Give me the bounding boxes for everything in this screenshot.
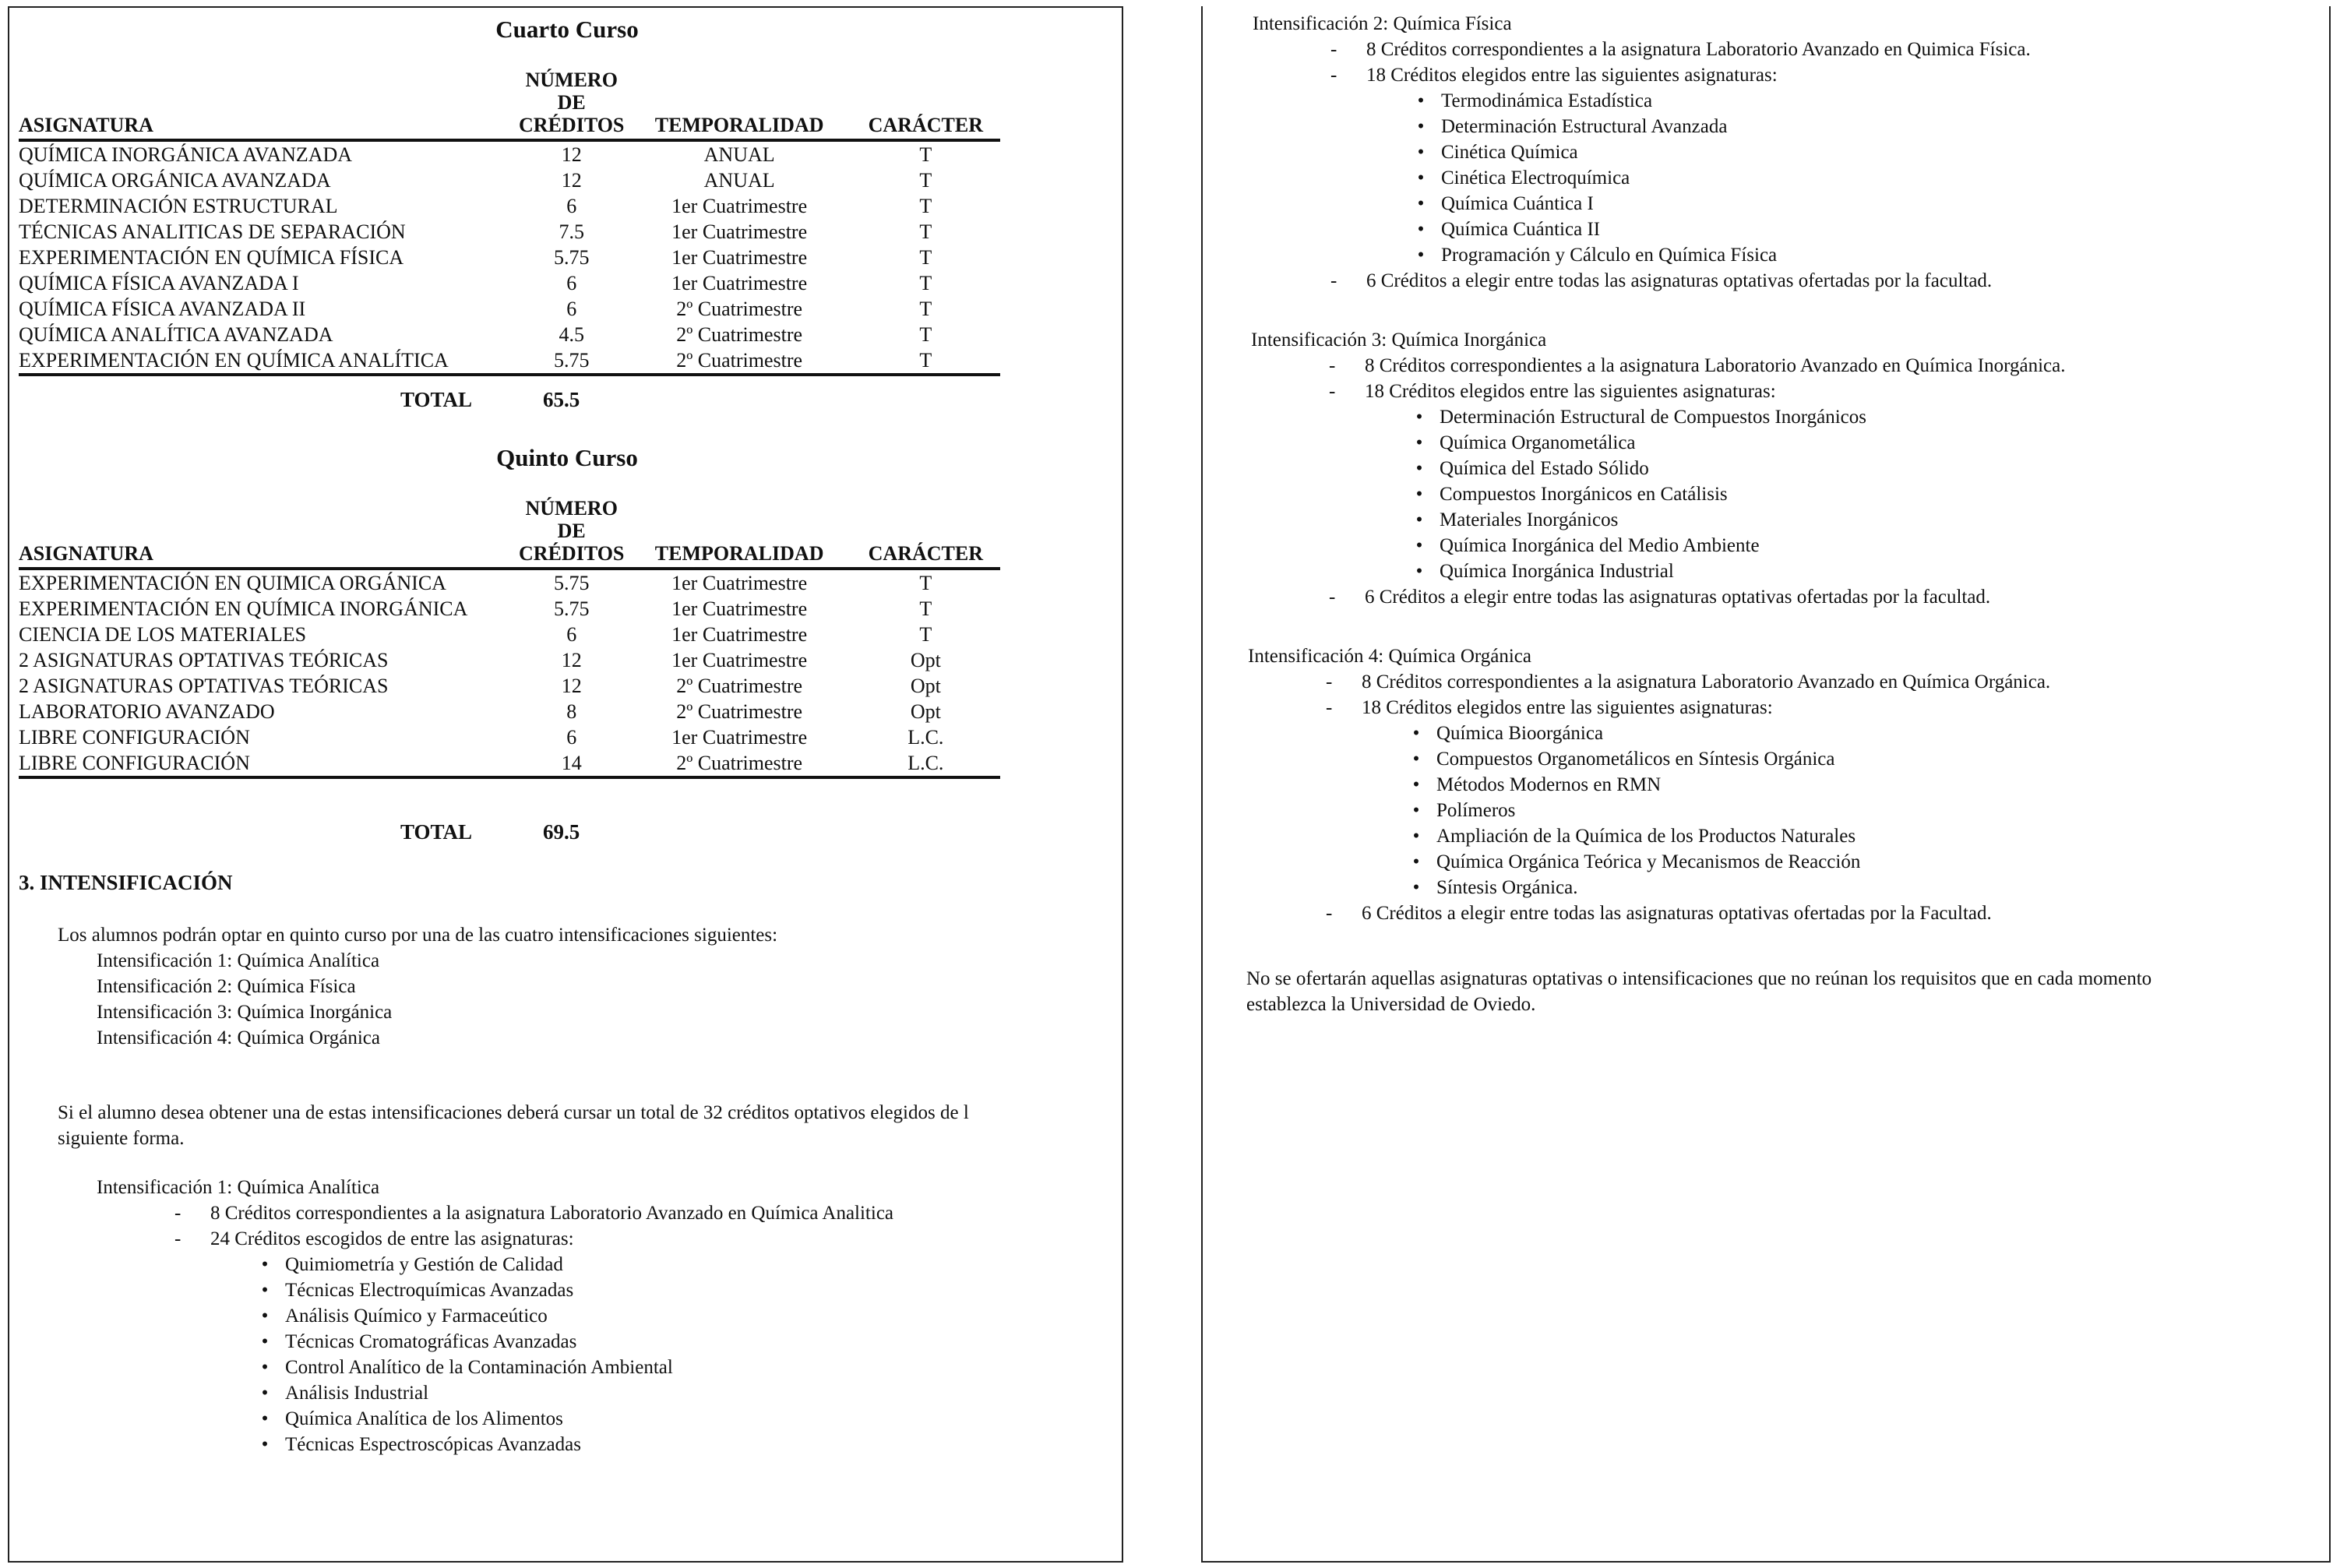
cuarto-curso-title: Cuarto Curso [495, 16, 639, 43]
cell-creditos: 6 [566, 298, 577, 320]
dash-item-text: 8 Créditos correspondientes a la asignatura Laboratorio Avanzado en Química Inorgánica. [1365, 355, 2066, 376]
cell-temporalidad: 1er Cuatrimestre [671, 220, 808, 243]
cell-asignatura: CIENCIA DE LOS MATERIALES [19, 623, 307, 646]
bullet-item [1248, 849, 2050, 875]
bullet-item [97, 1406, 893, 1432]
bullet-item [1253, 217, 2031, 242]
option-item: Intensificación 4: Química Orgánica [97, 1027, 380, 1048]
cell-asignatura: EXPERIMENTACIÓN EN QUIMICA ORGÁNICA [19, 572, 446, 594]
cell-temporalidad: 2º Cuatrimestre [676, 298, 803, 320]
cell-temporalidad: 2º Cuatrimestre [676, 700, 803, 723]
cell-asignatura: 2 ASIGNATURAS OPTATIVAS TEÓRICAS [19, 675, 389, 697]
dash-item [1251, 379, 2065, 404]
cell-caracter: Opt [910, 700, 941, 723]
bullet-item-text: Química Analítica de los Alimentos [285, 1408, 563, 1429]
bullet-item-text: Química Inorgánica Industrial [1440, 561, 1674, 582]
bullet-item-text: Química Orgánica Teórica y Mecanismos de Reacción [1436, 851, 1861, 872]
dash-marker: - [1330, 39, 1337, 60]
cell-creditos: 4.5 [559, 323, 584, 346]
quinto-total-label: TOTAL [400, 820, 473, 844]
cell-asignatura: QUÍMICA FÍSICA AVANZADA I [19, 272, 299, 294]
cell-temporalidad: 1er Cuatrimestre [671, 246, 808, 269]
table-row [19, 596, 1000, 622]
cell-asignatura: LIBRE CONFIGURACIÓN [19, 726, 250, 749]
cell-creditos: 6 [566, 272, 577, 294]
bullet-marker: • [1415, 458, 1423, 479]
intensificacion-title: Intensificación 4: Química Orgánica [1248, 646, 1531, 667]
dash-item [1253, 268, 2031, 294]
bullet-marker: • [1417, 116, 1425, 137]
bullet-item [97, 1252, 893, 1277]
cell-asignatura: QUÍMICA FÍSICA AVANZADA II [19, 298, 306, 320]
left-page [8, 6, 1123, 1563]
bullet-item [1251, 558, 2065, 584]
table-header-row [19, 497, 1000, 569]
dash-item-text: 18 Créditos elegidos entre las siguientes asignaturas: [1362, 697, 1773, 718]
cell-asignatura: 2 ASIGNATURAS OPTATIVAS TEÓRICAS [19, 649, 389, 671]
cell-asignatura: QUÍMICA INORGÁNICA AVANZADA [19, 143, 353, 166]
bullet-item [1251, 430, 2065, 456]
table-row [19, 140, 1000, 167]
table-row [19, 622, 1000, 647]
bullet-item [1248, 798, 2050, 823]
cell-creditos: 7.5 [559, 220, 584, 243]
quinto-curso-title: Quinto Curso [496, 444, 638, 471]
cell-caracter: T [919, 572, 932, 594]
bullet-marker: • [1412, 851, 1420, 872]
bullet-marker: • [1415, 407, 1423, 428]
bullet-item-text: Cinética Electroquímica [1441, 167, 1630, 189]
dash-marker: - [1326, 671, 1333, 692]
dash-item [97, 1226, 893, 1252]
bullet-item-text: Síntesis Orgánica. [1436, 877, 1578, 898]
dash-item-text: 6 Créditos a elegir entre todas las asignaturas optativas ofertadas por la facultad. [1365, 587, 1991, 608]
bullet-item [1253, 165, 2031, 191]
cell-caracter: L.C. [907, 752, 944, 774]
table-row [19, 193, 1000, 219]
bullet-item-text: Química Organometálica [1440, 432, 1636, 453]
cell-creditos: 5.75 [553, 597, 590, 620]
bullet-marker: • [1417, 142, 1425, 163]
cell-creditos: 8 [566, 700, 577, 723]
bullet-item [1248, 721, 2050, 746]
cell-caracter: T [919, 623, 932, 646]
dash-marker: - [1326, 697, 1333, 718]
bullet-item [97, 1303, 893, 1329]
bullet-marker: • [1417, 245, 1425, 266]
cell-creditos: 14 [561, 752, 582, 774]
bullet-item [97, 1432, 893, 1457]
section-heading-intensificacion: 3. INTENSIFICACIÓN [19, 871, 233, 894]
bullet-item-text: Técnicas Electroquímicas Avanzadas [285, 1280, 574, 1301]
cell-temporalidad: 2º Cuatrimestre [676, 349, 803, 372]
bullet-item-text: Química Cuántica I [1441, 193, 1594, 214]
intensificacion-options-list [97, 948, 392, 1051]
cell-caracter: T [919, 143, 932, 166]
option-item: Intensificación 1: Química Analítica [97, 950, 380, 971]
dash-marker: - [174, 1228, 181, 1249]
cell-temporalidad: 1er Cuatrimestre [671, 195, 808, 217]
cell-creditos: 5.75 [553, 349, 590, 372]
bullet-item-text: Termodinámica Estadística [1441, 90, 1653, 111]
bullet-item [1253, 88, 2031, 114]
bullet-item-text: Química Inorgánica del Medio Ambiente [1440, 535, 1760, 556]
bullet-marker: • [261, 1383, 269, 1404]
dash-item [1248, 900, 2050, 926]
bullet-item-text: Materiales Inorgánicos [1440, 509, 1619, 530]
bullet-marker: • [1417, 90, 1425, 111]
intensificacion-3-block [1251, 327, 2065, 610]
intro-text: Los alumnos podrán optar en quinto curso por una de las cuatro intensificaciones siguientes: [58, 925, 778, 946]
quinto-curso-table [19, 497, 1000, 779]
cell-creditos: 12 [561, 169, 582, 192]
bullet-item [1251, 404, 2065, 430]
bullet-item-text: Química del Estado Sólido [1440, 458, 1649, 479]
bullet-marker: • [261, 1408, 269, 1429]
bullet-marker: • [261, 1305, 269, 1327]
cell-caracter: T [919, 169, 932, 192]
cell-caracter: T [919, 195, 932, 217]
cell-creditos: 6 [566, 726, 577, 749]
header-asignatura: ASIGNATURA [19, 114, 153, 136]
table-row [19, 219, 1000, 245]
bullet-marker: • [261, 1331, 269, 1352]
dash-item-text: 8 Créditos correspondientes a la asignatura Laboratorio Avanzado en Química Analitica [210, 1203, 894, 1224]
cell-creditos: 5.75 [553, 572, 590, 594]
cell-temporalidad: 2º Cuatrimestre [676, 752, 803, 774]
cell-caracter: T [919, 272, 932, 294]
bullet-item-text: Determinación Estructural Avanzada [1441, 116, 1728, 137]
intensificacion-title: Intensificación 1: Química Analítica [97, 1177, 380, 1198]
cell-temporalidad: ANUAL [703, 143, 775, 166]
bullet-item-text: Determinación Estructural de Compuestos Inorgánicos [1440, 407, 1867, 428]
table-header-row [19, 69, 1000, 140]
bullet-item [97, 1277, 893, 1303]
cell-caracter: Opt [910, 649, 941, 671]
bullet-item [1253, 139, 2031, 165]
bullet-item [1251, 533, 2065, 558]
header-asignatura: ASIGNATURA [19, 542, 153, 565]
dash-item-text: 6 Créditos a elegir entre todas las asignaturas optativas ofertadas por la facultad. [1366, 270, 1993, 291]
cell-creditos: 12 [561, 143, 582, 166]
cell-creditos: 6 [566, 623, 577, 646]
cell-temporalidad: 2º Cuatrimestre [676, 323, 803, 346]
cell-asignatura: LIBRE CONFIGURACIÓN [19, 752, 250, 774]
table-row [19, 270, 1000, 296]
table-row [19, 673, 1000, 699]
dash-marker: - [1330, 65, 1337, 86]
bullet-item-text: Análisis Industrial [285, 1383, 429, 1404]
dash-marker: - [1329, 587, 1336, 608]
bullet-item-text: Química Cuántica II [1441, 219, 1601, 240]
bullet-item [1248, 746, 2050, 772]
header-temporalidad: TEMPORALIDAD [654, 114, 824, 136]
table-row [19, 647, 1000, 673]
cell-asignatura: DETERMINACIÓN ESTRUCTURAL [19, 195, 338, 217]
dash-item [1248, 669, 2050, 695]
bullet-marker: • [1417, 193, 1425, 214]
intensificacion-title: Intensificación 2: Química Física [1253, 13, 1512, 34]
bullet-item [1251, 481, 2065, 507]
bullet-item [97, 1355, 893, 1380]
intensificacion-4-block [1248, 643, 2050, 926]
bullet-item-text: Compuestos Inorgánicos en Catálisis [1440, 484, 1728, 505]
table-row [19, 167, 1000, 193]
dash-item [1248, 695, 2050, 721]
cell-creditos: 6 [566, 195, 577, 217]
bullet-marker: • [261, 1280, 269, 1301]
cell-temporalidad: 1er Cuatrimestre [671, 597, 808, 620]
table-row [19, 750, 1000, 777]
dash-marker: - [1329, 381, 1336, 402]
cell-temporalidad: 1er Cuatrimestre [671, 572, 808, 594]
cell-temporalidad: 1er Cuatrimestre [671, 623, 808, 646]
paragraph-line: siguiente forma. [58, 1128, 185, 1149]
bullet-item [97, 1329, 893, 1355]
cell-creditos: 5.75 [553, 246, 590, 269]
bullet-marker: • [261, 1357, 269, 1378]
bullet-marker: • [261, 1254, 269, 1275]
dash-marker: - [174, 1203, 181, 1224]
right-page [1201, 6, 2331, 1563]
bullet-marker: • [1415, 509, 1423, 530]
header-caracter: CARÁCTER [868, 542, 983, 565]
intensificacion-1-block [97, 1175, 893, 1457]
cell-asignatura: QUÍMICA ORGÁNICA AVANZADA [19, 169, 331, 192]
bullet-marker: • [1412, 749, 1420, 770]
dash-marker: - [1330, 270, 1337, 291]
bullet-item-text: Química Bioorgánica [1436, 723, 1604, 744]
bullet-item-text: Técnicas Cromatográficas Avanzadas [285, 1331, 577, 1352]
dash-item-text: 18 Créditos elegidos entre las siguientes asignaturas: [1366, 65, 1778, 86]
dash-item [97, 1200, 893, 1226]
table-row [19, 724, 1000, 750]
dash-item-text: 24 Créditos escogidos de entre las asignaturas: [210, 1228, 574, 1249]
bullet-item [1248, 823, 2050, 849]
cell-caracter: T [919, 220, 932, 243]
bullet-marker: • [1417, 167, 1425, 189]
cell-asignatura: EXPERIMENTACIÓN EN QUÍMICA FÍSICA [19, 246, 404, 269]
dash-marker: - [1326, 903, 1333, 924]
cuarto-total-value: 65.5 [543, 388, 580, 411]
bullet-marker: • [261, 1434, 269, 1455]
cell-temporalidad: 1er Cuatrimestre [671, 272, 808, 294]
bullet-item-text: Ampliación de la Química de los Productos Naturales [1436, 826, 1856, 847]
cell-asignatura: LABORATORIO AVANZADO [19, 700, 275, 723]
dash-item [1253, 62, 2031, 88]
cell-temporalidad: 1er Cuatrimestre [671, 726, 808, 749]
table-row [19, 699, 1000, 724]
header-creditos: NÚMERO DE CRÉDITOS [519, 497, 625, 565]
cell-caracter: Opt [910, 675, 941, 697]
bullet-item-text: Quimiometría y Gestión de Calidad [285, 1254, 563, 1275]
header-creditos: NÚMERO DE CRÉDITOS [519, 69, 625, 136]
cuarto-curso-table [19, 69, 1000, 376]
bullet-item-text: Análisis Químico y Farmaceútico [285, 1305, 548, 1327]
table-row [19, 322, 1000, 347]
bullet-marker: • [1412, 800, 1420, 821]
bullet-item-text: Control Analítico de la Contaminación Ambiental [285, 1357, 673, 1378]
closing-line: No se ofertarán aquellas asignaturas optativas o intensificaciones que no reúnan los requisitos que en cada momento [1246, 968, 2152, 989]
quinto-total-value: 69.5 [543, 820, 580, 844]
dash-item-text: 8 Créditos correspondientes a la asignatura Laboratorio Avanzado en Química Orgánica. [1362, 671, 2051, 692]
bullet-item [1248, 875, 2050, 900]
bullet-item [1248, 772, 2050, 798]
bullet-marker: • [1415, 561, 1423, 582]
cell-creditos: 12 [561, 649, 582, 671]
dash-item-text: 8 Créditos correspondientes a la asignatura Laboratorio Avanzado en Quimica Física. [1366, 39, 2031, 60]
cell-asignatura: QUÍMICA ANALÍTICA AVANZADA [19, 323, 333, 346]
cell-asignatura: EXPERIMENTACIÓN EN QUÍMICA ANALÍTICA [19, 349, 449, 372]
bullet-item [1253, 191, 2031, 217]
dash-item [1251, 353, 2065, 379]
cuarto-total-label: TOTAL [400, 388, 473, 411]
bullet-item [1253, 114, 2031, 139]
option-item: Intensificación 3: Química Inorgánica [97, 1002, 393, 1023]
header-caracter: CARÁCTER [868, 114, 983, 136]
bullet-item-text: Programación y Cálculo en Química Física [1441, 245, 1778, 266]
cell-caracter: T [919, 298, 932, 320]
bullet-item [1251, 456, 2065, 481]
cell-caracter: T [919, 323, 932, 346]
option-item: Intensificación 2: Química Física [97, 976, 356, 997]
header-temporalidad: TEMPORALIDAD [654, 542, 824, 565]
cell-caracter: T [919, 246, 932, 269]
bullet-item-text: Polímeros [1436, 800, 1516, 821]
bullet-marker: • [1415, 432, 1423, 453]
table-row [19, 569, 1000, 596]
dash-marker: - [1329, 355, 1336, 376]
cell-temporalidad: 1er Cuatrimestre [671, 649, 808, 671]
bullet-item-text: Compuestos Organometálicos en Síntesis Orgánica [1436, 749, 1835, 770]
bullet-item-text: Técnicas Espectroscópicas Avanzadas [285, 1434, 581, 1455]
bullet-marker: • [1412, 723, 1420, 744]
bullet-marker: • [1415, 484, 1423, 505]
bullet-marker: • [1415, 535, 1423, 556]
dash-item-text: 6 Créditos a elegir entre todas las asignaturas optativas ofertadas por la Facultad. [1362, 903, 1992, 924]
dash-item [1251, 584, 2065, 610]
bullet-item [1251, 507, 2065, 533]
intensificacion-title: Intensificación 3: Química Inorgánica [1251, 329, 1547, 351]
cell-caracter: T [919, 597, 932, 620]
bullet-marker: • [1412, 826, 1420, 847]
dash-item-text: 18 Créditos elegidos entre las siguientes asignaturas: [1365, 381, 1776, 402]
bullet-marker: • [1417, 219, 1425, 240]
bullet-item-text: Métodos Modernos en RMN [1436, 774, 1662, 795]
paragraph-line: Si el alumno desea obtener una de estas intensificaciones deberá cursar un total de 32 créditos optativos elegidos de l [58, 1102, 969, 1123]
bullet-item-text: Cinética Química [1441, 142, 1578, 163]
cell-caracter: T [919, 349, 932, 372]
cell-asignatura: TÉCNICAS ANALITICAS DE SEPARACIÓN [19, 220, 406, 243]
table-row [19, 347, 1000, 375]
bullet-item [97, 1380, 893, 1406]
table-row [19, 245, 1000, 270]
bullet-marker: • [1412, 774, 1420, 795]
closing-line: establezca la Universidad de Oviedo. [1246, 994, 1536, 1015]
bullet-marker: • [1412, 877, 1420, 898]
cell-temporalidad: 2º Cuatrimestre [676, 675, 803, 697]
cell-temporalidad: ANUAL [703, 169, 775, 192]
cell-creditos: 12 [561, 675, 582, 697]
table-row [19, 296, 1000, 322]
cell-caracter: L.C. [907, 726, 944, 749]
intensificacion-2-block [1253, 11, 2031, 294]
bullet-item [1253, 242, 2031, 268]
dash-item [1253, 37, 2031, 62]
cell-asignatura: EXPERIMENTACIÓN EN QUÍMICA INORGÁNICA [19, 597, 468, 620]
